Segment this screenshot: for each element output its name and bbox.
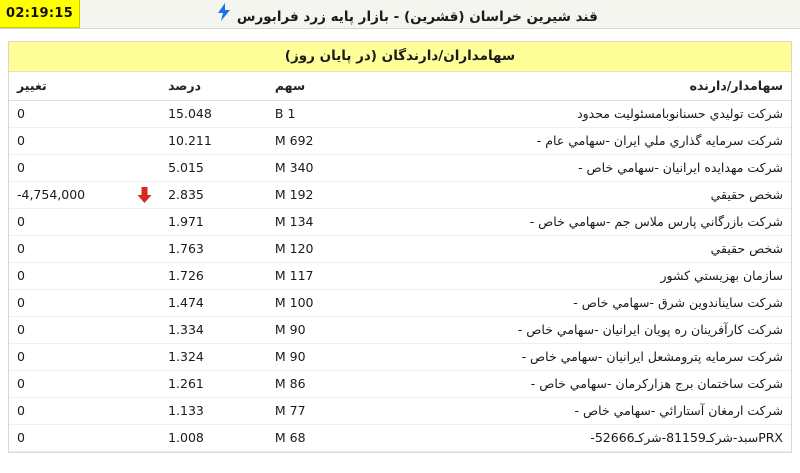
change-value: 0 — [17, 133, 25, 148]
cell-holder-name: شخص حقيقي — [374, 236, 791, 263]
cell-percent: 1.763 — [160, 236, 261, 263]
cell-holder-name: شرکت کارآفرينان ره پويان ايرانيان -سهامي خاص - — [374, 317, 791, 344]
cell-change — [9, 371, 160, 398]
cell-holder-name: PRXسبد-شرکـ81159-شرکـ52666- — [374, 425, 791, 452]
cell-percent: 1.334 — [160, 317, 261, 344]
cell-share: 340 M — [261, 155, 375, 182]
cell-share: 117 M — [261, 263, 375, 290]
arrow-down-icon — [137, 187, 152, 203]
change-value: 0 — [17, 349, 25, 364]
cell-share: 90 M — [261, 344, 375, 371]
cell-holder-name: شرکت سرمايه گذاري ملي ايران -سهامي عام - — [374, 128, 791, 155]
cell-holder-name: شرکت بازرگاني پارس ملاس جم -سهامي خاص - — [374, 209, 791, 236]
cell-percent: 1.261 — [160, 371, 261, 398]
cell-change — [9, 398, 160, 425]
table-row[interactable] — [9, 290, 791, 317]
change-value: 0 — [17, 376, 25, 391]
cell-holder-name: شرکت سايناندوين شرق -سهامي خاص - — [374, 290, 791, 317]
cell-percent: 5.015 — [160, 155, 261, 182]
change-value: -4,754,000 — [17, 187, 86, 202]
cell-change — [9, 317, 160, 344]
change-value: 0 — [17, 403, 25, 418]
column-header-name[interactable]: سهامدار/دارنده — [374, 72, 791, 101]
cell-change — [9, 425, 160, 452]
column-header-percent[interactable]: درصد — [160, 72, 261, 101]
cell-change — [9, 290, 160, 317]
title-text: قند شیرین خراسان (قشرین) - بازار پایه زرد فرابورس — [236, 9, 598, 25]
cell-holder-name: شرکت ارمغان آستارائي -سهامي خاص - — [374, 398, 791, 425]
clock-display: 02:19:15 — [0, 0, 80, 28]
cell-change — [9, 344, 160, 371]
bolt-icon — [216, 3, 232, 21]
cell-change — [9, 182, 160, 209]
cell-share: 77 M — [261, 398, 375, 425]
cell-share: 86 M — [261, 371, 375, 398]
cell-percent: 10.211 — [160, 128, 261, 155]
cell-share: 692 M — [261, 128, 375, 155]
cell-percent: 1.133 — [160, 398, 261, 425]
change-value: 0 — [17, 268, 25, 283]
shareholders-panel — [8, 41, 792, 453]
table-body — [9, 101, 791, 452]
table-row[interactable] — [9, 263, 791, 290]
cell-percent: 1.971 — [160, 209, 261, 236]
cell-share: 120 M — [261, 236, 375, 263]
change-value: 0 — [17, 241, 25, 256]
cell-share: 1 B — [261, 101, 375, 128]
panel-header: سهامداران/دارندگان (در پایان روز) — [9, 42, 791, 72]
table-row[interactable] — [9, 344, 791, 371]
table-row[interactable] — [9, 371, 791, 398]
column-header-change[interactable]: تغییر — [9, 72, 160, 101]
cell-percent: 2.835 — [160, 182, 261, 209]
change-value: 0 — [17, 160, 25, 175]
change-value: 0 — [17, 322, 25, 337]
table-row[interactable] — [9, 128, 791, 155]
table-row[interactable] — [9, 236, 791, 263]
table-row[interactable] — [9, 398, 791, 425]
cell-percent: 1.008 — [160, 425, 261, 452]
table-row[interactable] — [9, 209, 791, 236]
cell-change — [9, 155, 160, 182]
shareholders-table — [9, 72, 791, 452]
table-header — [9, 72, 791, 101]
cell-change — [9, 263, 160, 290]
change-value: 0 — [17, 106, 25, 121]
cell-holder-name: سازمان بهزيستي کشور — [374, 263, 791, 290]
cell-share: 100 M — [261, 290, 375, 317]
change-value: 0 — [17, 295, 25, 310]
cell-holder-name: شرکت مهدايده ايرانيان -سهامي خاص - — [374, 155, 791, 182]
change-value: 0 — [17, 430, 25, 445]
cell-share: 68 M — [261, 425, 375, 452]
change-value: 0 — [17, 214, 25, 229]
cell-percent: 1.726 — [160, 263, 261, 290]
page-title — [0, 3, 800, 25]
cell-share: 90 M — [261, 317, 375, 344]
table-header-row — [9, 72, 791, 101]
table-row[interactable] — [9, 317, 791, 344]
cell-change — [9, 101, 160, 128]
cell-holder-name: شخص حقيقي — [374, 182, 791, 209]
table-row[interactable] — [9, 182, 791, 209]
cell-percent: 15.048 — [160, 101, 261, 128]
app-top-bar — [0, 0, 800, 29]
cell-change — [9, 209, 160, 236]
cell-holder-name: شرکت توليدي حسنانوبامسئوليت محدود — [374, 101, 791, 128]
cell-percent: 1.474 — [160, 290, 261, 317]
cell-holder-name: شرکت سرمايه پترومشعل ايرانيان -سهامي خاص - — [374, 344, 791, 371]
cell-holder-name: شرکت ساختمان برج هزارکرمان -سهامي خاص - — [374, 371, 791, 398]
cell-share: 192 M — [261, 182, 375, 209]
cell-percent: 1.324 — [160, 344, 261, 371]
cell-change — [9, 236, 160, 263]
table-row[interactable] — [9, 155, 791, 182]
cell-change — [9, 128, 160, 155]
table-row[interactable] — [9, 101, 791, 128]
cell-share: 134 M — [261, 209, 375, 236]
table-row[interactable] — [9, 425, 791, 452]
column-header-share[interactable]: سهم — [261, 72, 375, 101]
